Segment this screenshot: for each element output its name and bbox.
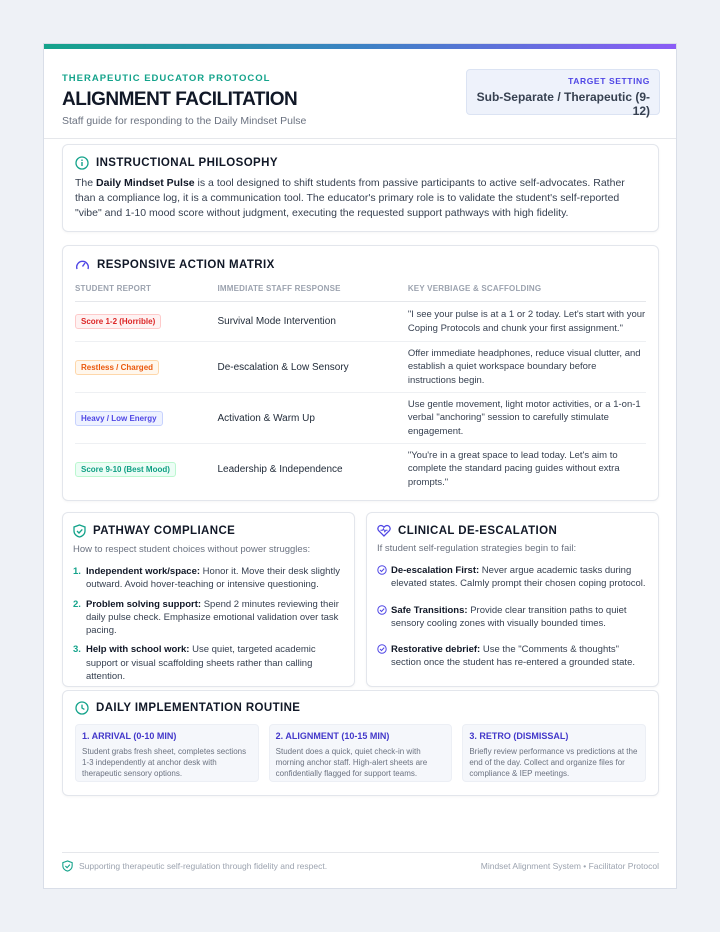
staff-response: De-escalation & Low Sensory — [217, 361, 349, 373]
list-item — [73, 565, 344, 592]
pathway-intro: How to respect student choices without power struggles: — [73, 544, 311, 555]
list-item — [377, 643, 648, 670]
daily-routine-card — [62, 690, 659, 796]
footer-tagline: Supporting therapeutic self-regulation through fidelity and respect. — [79, 861, 328, 871]
staff-response: Activation & Warm Up — [217, 412, 315, 424]
shield-check-icon — [62, 860, 73, 872]
table-row — [75, 342, 646, 393]
page-footer — [62, 852, 659, 872]
item-text: Use the "Comments & thoughts" section once the student has re-entered a grounded state. — [391, 644, 635, 669]
step-text: Briefly review performance vs predictions at the end of the day. Collect and organize files for compliance & IEP meetings. — [469, 747, 638, 778]
item-bold: Help with school work: — [86, 644, 190, 656]
check-circle-icon — [377, 605, 387, 615]
page-title: ALIGNMENT FACILITATION — [62, 89, 298, 110]
footer-left — [62, 860, 327, 872]
staff-response: Survival Mode Intervention — [217, 316, 336, 327]
list-item — [73, 643, 344, 683]
footer-system-label: Mindset Alignment System • Facilitator Protocol — [480, 861, 659, 871]
key-verbiage: "You're in a great space to lead today. Let's aim to complete the standard pacing guides without extra prompts." — [407, 449, 620, 488]
protocol-page — [43, 43, 677, 889]
check-circle-icon — [377, 644, 387, 654]
philosophy-text — [75, 176, 646, 221]
pathway-compliance-card — [62, 512, 355, 687]
item-text: Never argue academic tasks during elevated states. Calmly prompt their chosen coping protocol. — [391, 565, 646, 590]
matrix-header-verbiage: KEY VERBIAGE & SCAFFOLDING — [407, 284, 542, 293]
status-badge: Score 1-2 (Horrible) — [75, 314, 161, 329]
status-badge: Score 9-10 (Best Mood) — [75, 462, 176, 477]
status-badge: Heavy / Low Energy — [75, 411, 163, 426]
clinical-deescalation-card — [366, 512, 659, 687]
table-row — [75, 393, 646, 444]
target-setting-value: Sub-Separate / Therapeutic (9-12) — [476, 90, 650, 118]
table-row — [75, 444, 646, 494]
step-title: 2. ALIGNMENT (10-15 MIN) — [275, 731, 390, 741]
status-badge: Restless / Charged — [75, 360, 159, 375]
philosophy-title: INSTRUCTIONAL PHILOSOPHY — [96, 157, 278, 169]
routine-heading — [75, 701, 646, 715]
step-text: Student grabs fresh sheet, completes sections 1-3 independently at anchor desk with therapeutic sensory options. — [82, 747, 247, 778]
routine-step — [269, 724, 453, 782]
list-number: 3. — [73, 644, 81, 656]
routine-title: DAILY IMPLEMENTATION ROUTINE — [96, 702, 301, 714]
action-matrix-card — [62, 245, 659, 501]
eyebrow-label: THERAPEUTIC EDUCATOR PROTOCOL — [62, 73, 271, 84]
staff-response: Leadership & Independence — [217, 463, 343, 475]
pathway-title: PATHWAY COMPLIANCE — [93, 525, 236, 537]
clinical-intro: If student self-regulation strategies begin to fail: — [377, 543, 577, 554]
matrix-header-row — [75, 284, 646, 302]
table-row — [75, 302, 646, 342]
philosophy-text-post: is a tool designed to shift students from passive participants to active self-advocates. Rather than a compliance log, it is a communication tool. The educator's primary role is to validate the student's self-reported "vibe" and 1-10 mood score without judgment, executing the requested support pathways with high fidelity. — [75, 177, 625, 219]
key-verbiage: Offer immediate headphones, reduce visual clutter, and establish a quiet workspace boundary before instructions begin. — [407, 347, 641, 386]
matrix-title: RESPONSIVE ACTION MATRIX — [97, 259, 275, 271]
item-bold: Restorative debrief: — [391, 644, 481, 656]
pathway-heading — [73, 524, 344, 538]
list-number: 1. — [73, 566, 81, 577]
item-text: Use quiet, targeted academic support or visual scaffolding sheets rather than calling attention. — [86, 644, 316, 683]
list-number: 2. — [73, 598, 81, 610]
target-setting-box — [466, 69, 660, 118]
routine-step — [462, 724, 646, 782]
page-subtitle: Staff guide for responding to the Daily Mindset Pulse — [62, 115, 307, 127]
target-setting-label: TARGET SETTING — [568, 76, 650, 86]
step-title: 1. ARRIVAL (0-10 MIN) — [82, 731, 177, 741]
philosophy-heading — [75, 156, 646, 170]
philosophy-text-pre: The — [75, 177, 97, 189]
item-bold: De-escalation First: — [391, 565, 480, 576]
key-verbiage: Use gentle movement, light motor activities, or a 1-on-1 verbal "anchoring" session to carefully stimulate engagement. — [407, 398, 641, 437]
step-text: Student does a quick, quiet check-in with morning anchor staff. High-alert sheets are confidentially flagged for support teams. — [275, 747, 428, 778]
list-item — [73, 598, 344, 638]
matrix-header-response: IMMEDIATE STAFF RESPONSE — [217, 284, 341, 293]
matrix-heading — [75, 258, 646, 272]
step-title: 3. RETRO (DISMISSAL) — [469, 731, 569, 741]
check-circle-icon — [377, 565, 387, 575]
routine-steps — [75, 724, 646, 782]
matrix-header-report: STUDENT REPORT — [75, 284, 152, 293]
shield-check-icon — [73, 524, 86, 538]
philosophy-text-bold: Daily Mindset Pulse — [96, 177, 195, 189]
page-header — [44, 49, 676, 139]
list-item — [377, 564, 648, 591]
item-bold: Safe Transitions: — [391, 604, 468, 616]
clinical-list — [377, 564, 648, 670]
info-icon — [75, 156, 89, 170]
gauge-icon — [75, 258, 90, 272]
item-text: Provide clear transition paths to quiet sensory cooling zones with visually bounded times. — [391, 604, 627, 629]
item-text: Spend 2 minutes reviewing their daily pulse check. Emphasize emotional validation over task pacing. — [86, 598, 339, 637]
item-bold: Problem solving support: — [86, 598, 202, 610]
clinical-title: CLINICAL DE-ESCALATION — [398, 524, 558, 537]
pathway-list — [73, 565, 344, 683]
heart-icon — [377, 524, 391, 537]
item-bold: Independent work/space: — [86, 566, 201, 577]
routine-step — [75, 724, 259, 782]
clock-icon — [75, 701, 89, 715]
clinical-heading — [377, 524, 648, 537]
key-verbiage: "I see your pulse is at a 1 or 2 today. Let's start with your Coping Protocols and chunk your first assignment." — [407, 309, 646, 334]
list-item — [377, 604, 648, 631]
item-text: Honor it. Move their desk slightly outward. Avoid hover-teaching or intensive questioning. — [86, 566, 340, 591]
philosophy-card — [62, 144, 659, 232]
